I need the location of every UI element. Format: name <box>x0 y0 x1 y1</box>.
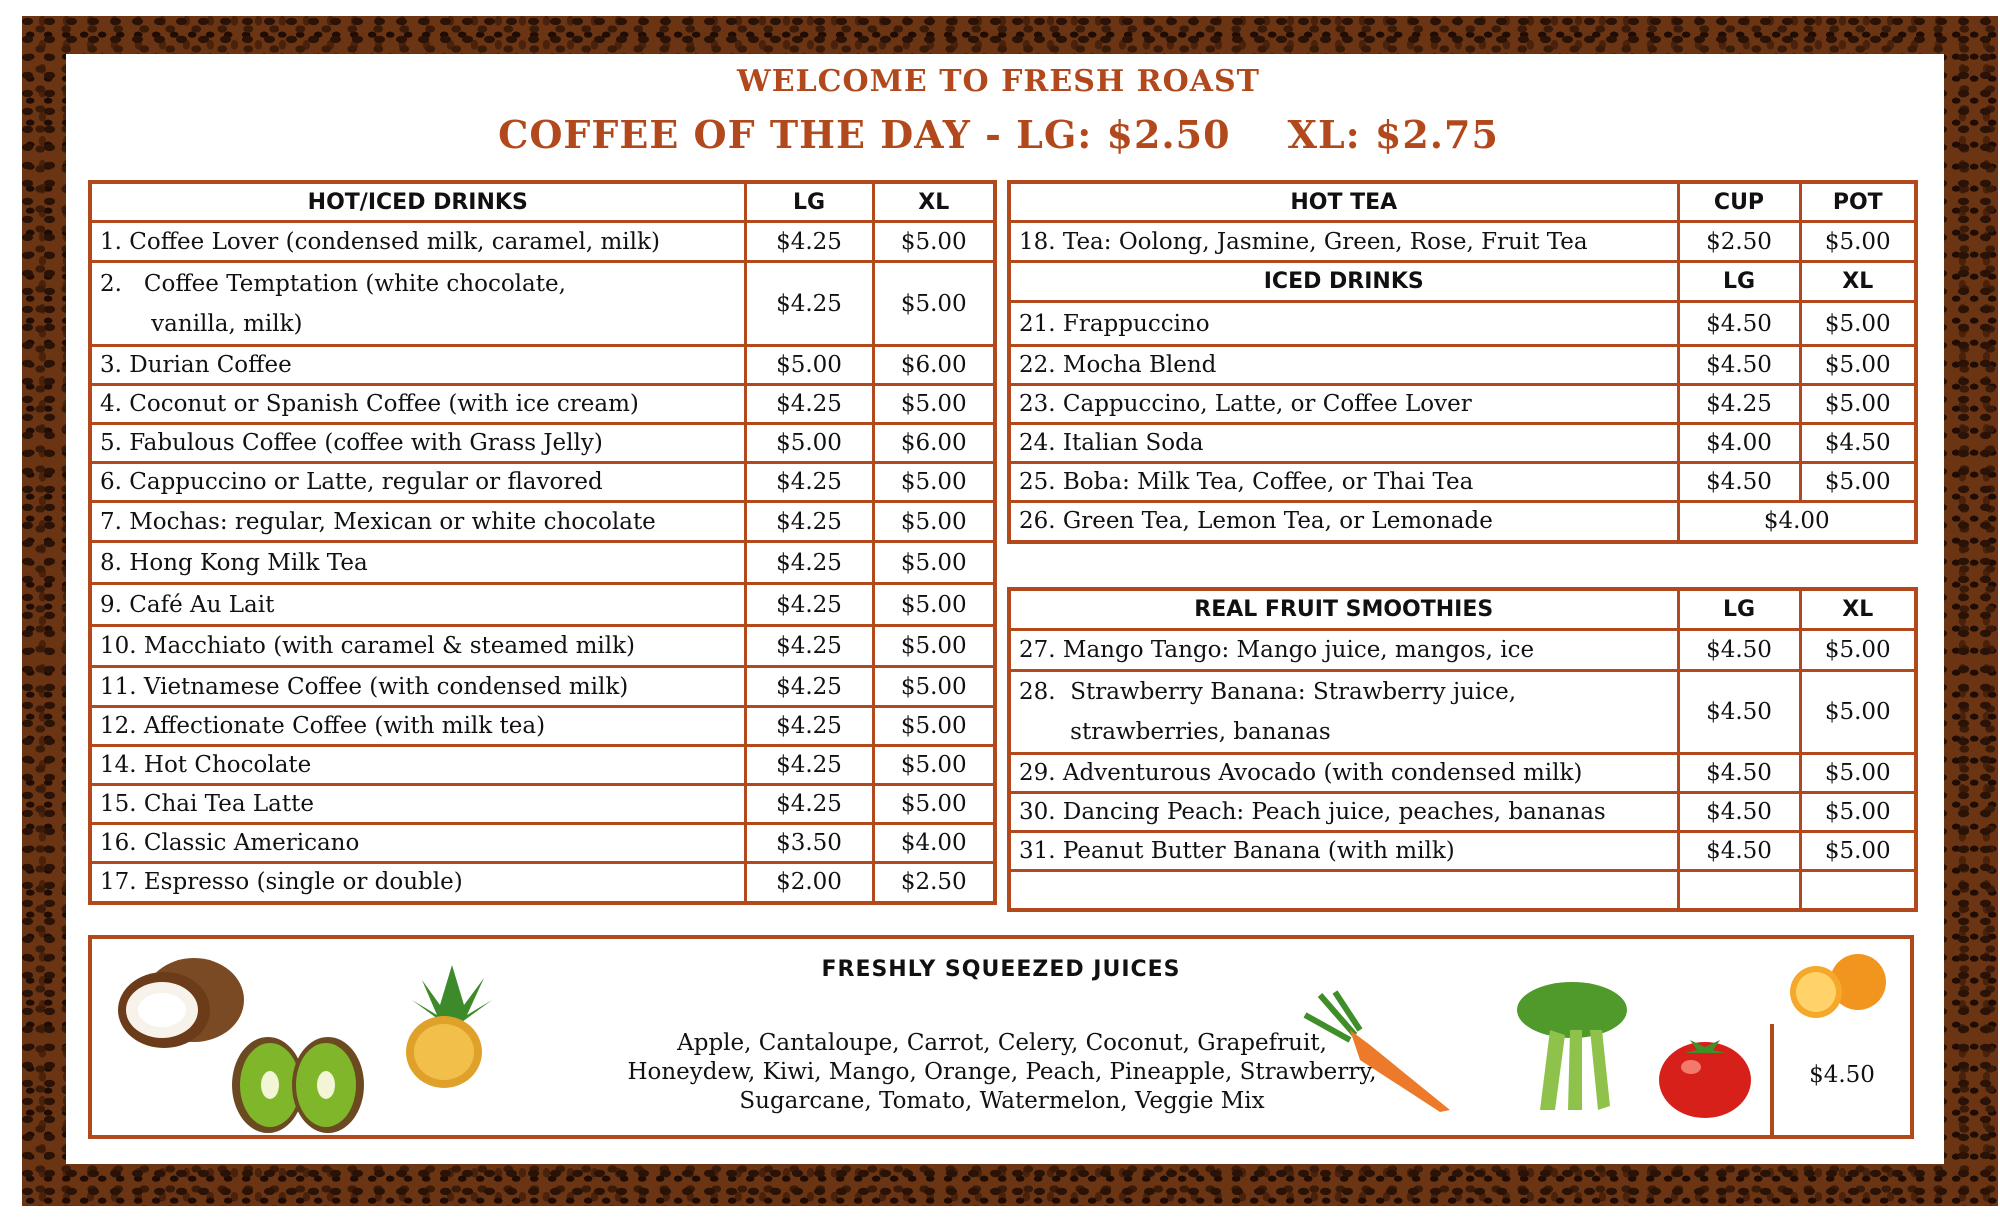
xl-price: $5.00 <box>1800 670 1916 753</box>
table-row <box>1009 629 1916 670</box>
item-name-line-2: vanilla, milk) <box>100 310 303 337</box>
table-row <box>90 785 995 824</box>
table-row <box>90 584 995 626</box>
orange-image <box>1778 950 1893 1020</box>
juices-price-box <box>1770 1024 1910 1139</box>
hot-tea-iced-drinks-table <box>1007 180 1918 544</box>
table-header-row <box>90 182 995 222</box>
item-name: 4. Coconut or Spanish Coffee (with ice cream) <box>90 385 745 424</box>
table-header-row <box>1009 589 1916 629</box>
lg-price: $4.25 <box>745 262 873 346</box>
hot-iced-drinks-table <box>88 180 997 905</box>
xl-price: $5.00 <box>1800 385 1916 424</box>
lg-header: LG <box>1678 262 1800 302</box>
item-name: 9. Café Au Lait <box>90 584 745 626</box>
hot-tea-header: HOT TEA <box>1009 182 1678 222</box>
lg-price: $4.25 <box>745 785 873 824</box>
table-row <box>1009 502 1916 542</box>
cup-price: $2.50 <box>1678 222 1800 262</box>
item-name-line-1: 2. Coffee Temptation (white chocolate, <box>100 270 566 297</box>
lg-price: $4.25 <box>1678 385 1800 424</box>
lg-price: $4.25 <box>745 502 873 542</box>
item-name: 26. Green Tea, Lemon Tea, or Lemonade <box>1009 502 1678 542</box>
table-row-empty <box>1009 870 1916 910</box>
table-row <box>1009 463 1916 502</box>
xl-price: $4.00 <box>873 824 995 863</box>
item-name: 29. Adventurous Avocado (with condensed milk) <box>1009 753 1678 792</box>
item-name <box>90 262 745 346</box>
item-name: 6. Cappuccino or Latte, regular or flavored <box>90 463 745 502</box>
table-row <box>90 863 995 903</box>
table-row <box>90 424 995 463</box>
xl-price: $6.00 <box>873 346 995 385</box>
item-name: 17. Espresso (single or double) <box>90 863 745 903</box>
tomato-image <box>1655 1025 1755 1120</box>
table-row <box>1009 424 1916 463</box>
smoothies-table <box>1007 587 1918 912</box>
lg-header: LG <box>1678 589 1800 629</box>
item-name: 18. Tea: Oolong, Jasmine, Green, Rose, Fruit Tea <box>1009 222 1678 262</box>
carrot-image <box>1300 990 1460 1120</box>
lg-price: $4.25 <box>745 746 873 785</box>
empty-cell <box>1678 870 1800 910</box>
item-name: 16. Classic Americano <box>90 824 745 863</box>
item-name: 11. Vietnamese Coffee (with condensed milk) <box>90 667 745 707</box>
table-row <box>1009 670 1916 753</box>
xl-price: $5.00 <box>873 667 995 707</box>
item-name: 5. Fabulous Coffee (coffee with Grass Jelly) <box>90 424 745 463</box>
item-name <box>1009 670 1678 753</box>
table-row <box>1009 831 1916 870</box>
cup-header: CUP <box>1678 182 1800 222</box>
lg-price: $4.00 <box>1678 424 1800 463</box>
table-row <box>1009 385 1916 424</box>
lg-price: $4.25 <box>745 584 873 626</box>
lg-price: $4.50 <box>1678 831 1800 870</box>
single-price: $4.00 <box>1678 502 1916 542</box>
lg-price: $3.50 <box>745 824 873 863</box>
item-name: 12. Affectionate Coffee (with milk tea) <box>90 707 745 746</box>
table-row <box>90 346 995 385</box>
lg-price: $4.50 <box>1678 629 1800 670</box>
item-name: 7. Mochas: regular, Mexican or white chocolate <box>90 502 745 542</box>
xl-header: XL <box>873 182 995 222</box>
celery-image <box>1510 980 1635 1115</box>
lg-price: $4.50 <box>1678 346 1800 385</box>
item-name: 24. Italian Soda <box>1009 424 1678 463</box>
lg-price: $4.25 <box>745 542 873 584</box>
item-name: 3. Durian Coffee <box>90 346 745 385</box>
coffee-of-the-day: COFFEE OF THE DAY - LG: $2.50 XL: $2.75 <box>498 112 1499 157</box>
smoothies-header: REAL FRUIT SMOOTHIES <box>1009 589 1678 629</box>
table-row <box>90 385 995 424</box>
xl-price: $5.00 <box>1800 302 1916 346</box>
item-name-line-2: strawberries, bananas <box>1019 718 1331 745</box>
xl-price: $5.00 <box>873 385 995 424</box>
juices-line-1: Apple, Cantaloupe, Carrot, Celery, Coconut, Grapefruit, <box>677 1030 1327 1056</box>
item-name: 8. Hong Kong Milk Tea <box>90 542 745 584</box>
lg-price: $4.25 <box>745 463 873 502</box>
lg-price: $2.00 <box>745 863 873 903</box>
xl-price: $5.00 <box>873 626 995 667</box>
table-row <box>1009 222 1916 262</box>
item-name-line-1: 28. Strawberry Banana: Strawberry juice, <box>1019 678 1517 705</box>
lg-price: $4.50 <box>1678 302 1800 346</box>
table-row <box>1009 792 1916 831</box>
table-row <box>90 707 995 746</box>
hot-iced-header: HOT/ICED DRINKS <box>90 182 745 222</box>
xl-price: $5.00 <box>1800 753 1916 792</box>
xl-price: $5.00 <box>873 262 995 346</box>
lg-price: $4.25 <box>745 667 873 707</box>
table-row <box>90 502 995 542</box>
lg-price: $4.25 <box>745 707 873 746</box>
lg-price: $4.25 <box>745 385 873 424</box>
xl-price: $5.00 <box>873 584 995 626</box>
empty-cell <box>1800 870 1916 910</box>
item-name: 14. Hot Chocolate <box>90 746 745 785</box>
xl-price: $5.00 <box>1800 792 1916 831</box>
xl-price: $5.00 <box>1800 629 1916 670</box>
table-header-row <box>1009 262 1916 302</box>
table-row <box>90 746 995 785</box>
lg-price: $4.50 <box>1678 792 1800 831</box>
empty-cell <box>1009 870 1678 910</box>
kiwi-image <box>228 1030 368 1140</box>
table-row <box>1009 753 1916 792</box>
item-name: 27. Mango Tango: Mango juice, mangos, ice <box>1009 629 1678 670</box>
item-name: 31. Peanut Butter Banana (with milk) <box>1009 831 1678 870</box>
lg-price: $5.00 <box>745 346 873 385</box>
item-name: 30. Dancing Peach: Peach juice, peaches, bananas <box>1009 792 1678 831</box>
table-row <box>1009 346 1916 385</box>
xl-price: $5.00 <box>873 463 995 502</box>
xl-price: $5.00 <box>873 785 995 824</box>
item-name: 21. Frappuccino <box>1009 302 1678 346</box>
juices-price: $4.50 <box>1809 1062 1875 1088</box>
xl-price: $5.00 <box>1800 346 1916 385</box>
item-name: 23. Cappuccino, Latte, or Coffee Lover <box>1009 385 1678 424</box>
juices-title: FRESHLY SQUEEZED JUICES <box>821 957 1181 982</box>
item-name: 10. Macchiato (with caramel & steamed milk) <box>90 626 745 667</box>
table-header-row <box>1009 182 1916 222</box>
xl-price: $5.00 <box>873 746 995 785</box>
xl-header: XL <box>1800 589 1916 629</box>
item-name: 22. Mocha Blend <box>1009 346 1678 385</box>
table-row <box>1009 302 1916 346</box>
xl-price: $5.00 <box>873 707 995 746</box>
lg-price: $5.00 <box>745 424 873 463</box>
xl-price: $5.00 <box>1800 831 1916 870</box>
xl-price: $5.00 <box>873 222 995 262</box>
juices-line-3: Sugarcane, Tomato, Watermelon, Veggie Mix <box>739 1088 1265 1114</box>
item-name: 25. Boba: Milk Tea, Coffee, or Thai Tea <box>1009 463 1678 502</box>
xl-price: $5.00 <box>873 502 995 542</box>
table-row <box>90 824 995 863</box>
xl-price: $5.00 <box>1800 463 1916 502</box>
lg-price: $4.50 <box>1678 670 1800 753</box>
item-name: 15. Chai Tea Latte <box>90 785 745 824</box>
coconut-image <box>112 955 247 1055</box>
welcome-title: WELCOME TO FRESH ROAST <box>737 64 1260 99</box>
table-row <box>90 222 995 262</box>
lg-price: $4.50 <box>1678 753 1800 792</box>
pot-price: $5.00 <box>1800 222 1916 262</box>
item-name: 1. Coffee Lover (condensed milk, caramel, milk) <box>90 222 745 262</box>
lg-price: $4.25 <box>745 222 873 262</box>
lg-header: LG <box>745 182 873 222</box>
lg-price: $4.50 <box>1678 463 1800 502</box>
pineapple-image <box>392 960 512 1090</box>
iced-drinks-header: ICED DRINKS <box>1009 262 1678 302</box>
juices-line-2: Honeydew, Kiwi, Mango, Orange, Peach, Pineapple, Strawberry, <box>627 1059 1377 1085</box>
table-row <box>90 542 995 584</box>
xl-header: XL <box>1800 262 1916 302</box>
xl-price: $6.00 <box>873 424 995 463</box>
xl-price: $4.50 <box>1800 424 1916 463</box>
lg-price: $4.25 <box>745 626 873 667</box>
pot-header: POT <box>1800 182 1916 222</box>
table-row <box>90 262 995 346</box>
table-row <box>90 667 995 707</box>
xl-price: $2.50 <box>873 863 995 903</box>
xl-price: $5.00 <box>873 542 995 584</box>
table-row <box>90 626 995 667</box>
table-row <box>90 463 995 502</box>
